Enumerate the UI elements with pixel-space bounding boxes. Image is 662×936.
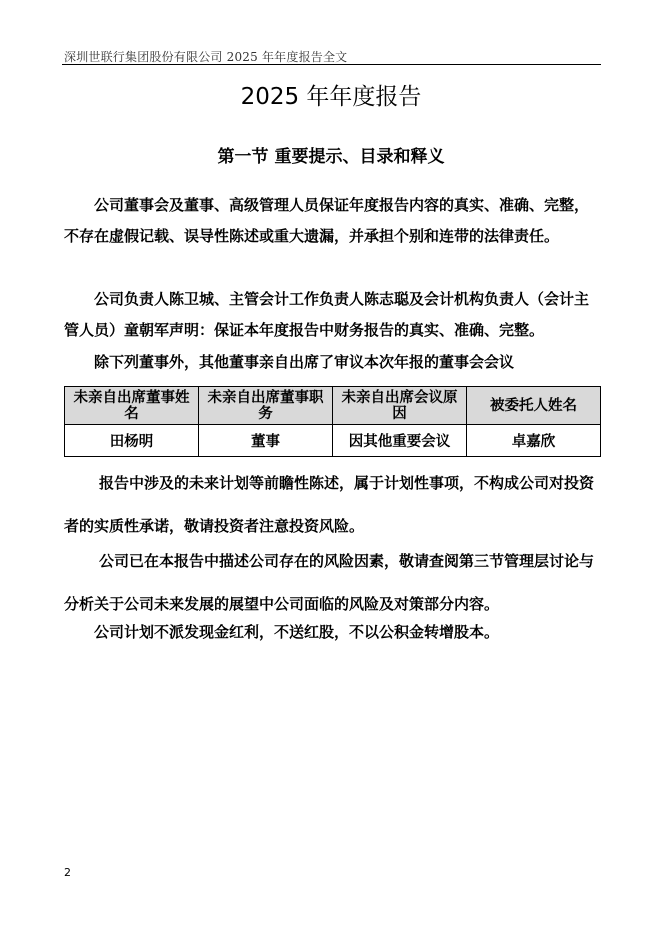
header-divider bbox=[62, 64, 601, 65]
table-cell: 卓嘉欣 bbox=[467, 425, 601, 457]
absent-directors-table bbox=[64, 386, 601, 457]
table-header-cell: 被委托人姓名 bbox=[467, 387, 601, 425]
paragraph-risk-factors: 公司已在本报告中描述公司存在的风险因素，敬请查阅第三节管理层讨论与分析关于公司未来发展的展望中公司面临的风险及对策部分内容。 bbox=[64, 552, 595, 613]
paragraph-forward-looking: 报告中涉及的未来计划等前瞻性陈述，属于计划性事项，不构成公司对投资者的实质性承诺，敬请投资者注意投资风险。 bbox=[64, 474, 595, 535]
paragraph-responsible-persons: 公司负责人陈卫城、主管会计工作负责人陈志聪及会计机构负责人（会计主管人员）童朝军声明：保证本年度报告中财务报告的真实、准确、完整。 bbox=[64, 290, 590, 339]
paragraph-attendance: 除下列董事外，其他董事亲自出席了审议本次年报的董事会会议 bbox=[94, 353, 515, 371]
page-number: 2 bbox=[64, 866, 71, 879]
table-row bbox=[65, 425, 601, 457]
paragraph-board-guarantee: 公司董事会及董事、高级管理人员保证年度报告内容的真实、准确、完整，不存在虚假记载、误导性陈述或重大遗漏，并承担个别和连带的法律责任。 bbox=[64, 196, 590, 245]
paragraph-dividend-plan: 公司计划不派发现金红利，不送红股，不以公积金转增股本。 bbox=[94, 623, 500, 641]
table-cell: 董事 bbox=[199, 425, 333, 457]
running-header: 深圳世联行集团股份有限公司 2025 年年度报告全文 bbox=[64, 50, 348, 64]
table-header-row bbox=[65, 387, 601, 425]
table-cell: 因其他重要会议 bbox=[333, 425, 467, 457]
table-cell: 田杨明 bbox=[65, 425, 199, 457]
table-header-cell: 未亲自出席董事职务 bbox=[199, 387, 333, 425]
table-header-cell: 未亲自出席会议原因 bbox=[333, 387, 467, 425]
table-header-cell: 未亲自出席董事姓名 bbox=[65, 387, 199, 425]
section-title: 第一节 重要提示、目录和释义 bbox=[217, 147, 445, 167]
document-title: 2025 年年度报告 bbox=[240, 84, 422, 110]
